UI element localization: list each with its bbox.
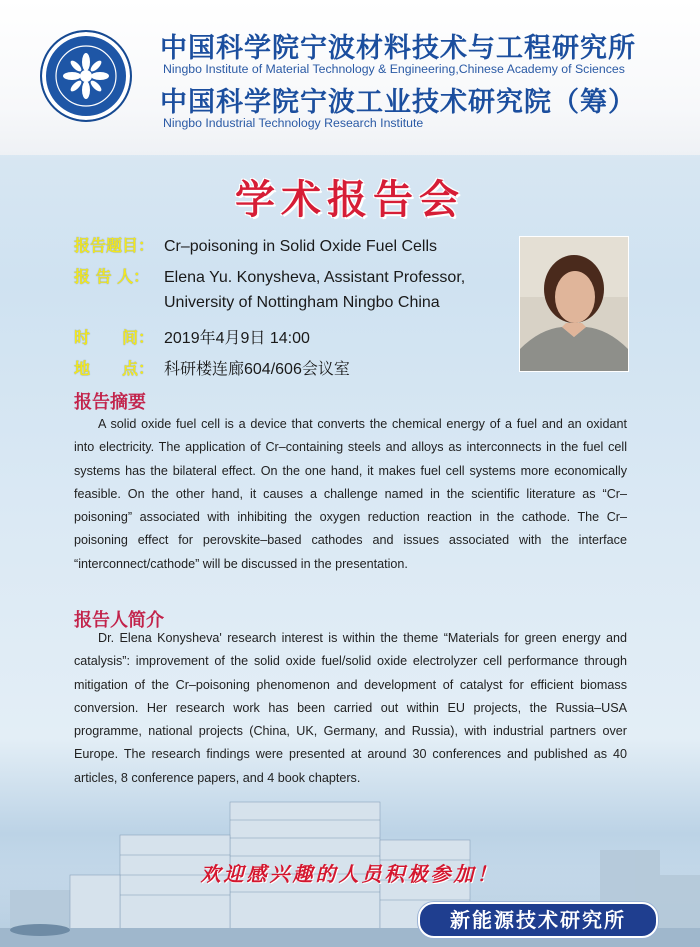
info-topic: [74, 233, 437, 256]
abstract-heading: 报告摘要: [74, 392, 146, 413]
info-place: [74, 356, 350, 379]
speaker-affiliation: University of Nottingham Ningbo China: [164, 294, 440, 311]
speaker-portrait-icon: [519, 236, 629, 372]
place-value: 科研楼连廊604/606会议室: [164, 361, 350, 378]
header-banner: [0, 0, 700, 155]
org-name-cn-secondary: 中国科学院宁波工业技术研究院（筹）: [160, 87, 636, 118]
topic-label: 报告题目：: [74, 236, 155, 255]
bio-text: [74, 627, 627, 790]
place-label: 地 点：: [74, 359, 155, 378]
org-name-cn-primary: 中国科学院宁波材料技术与工程研究所: [160, 33, 636, 64]
info-affiliation: [164, 294, 440, 312]
speaker-value: Elena Yu. Konysheva, Assistant Professor,: [164, 269, 466, 286]
bio-paragraph: Dr. Elena Konysheva' research interest is within the theme “Materials for green energy and catalysis”: improvement of the solid oxide fuel/solid oxide electrolyzer cell performance through mitigation of the Cr–poisoning phenomenon and development of catalyst for efficient biomass conversion. Her research work has been carried out within EU projects, the Russia–USA programme, national projects (China, UK, Germany, and Russia), with industrial partners over Europe. The research findings were presented at around 30 conferences and published as 40 articles, 8 conference papers, and 4 book chapters.: [74, 631, 627, 785]
time-value: 2019年4月9日 14:00: [164, 330, 310, 347]
abstract-text: [74, 413, 627, 576]
info-speaker: [74, 264, 465, 287]
bio-heading: 报告人简介: [74, 610, 164, 631]
page-title: 学术报告会: [235, 176, 465, 223]
org-name-en-secondary: Ningbo Industrial Technology Research Institute: [163, 116, 424, 130]
org-name-en-primary: Ningbo Institute of Material Technology & Engineering,Chinese Academy of Sciences: [163, 62, 625, 76]
time-label: 时 间：: [74, 328, 155, 347]
department-badge: 新能源技术研究所: [418, 902, 658, 938]
cas-logo-icon: [40, 30, 132, 122]
topic-value: Cr–poisoning in Solid Oxide Fuel Cells: [164, 238, 438, 255]
abstract-paragraph: A solid oxide fuel cell is a device that converts the chemical energy of a fuel and an oxidant into electricity. The application of Cr–containing steels and alloys as interconnects in the fuel cell systems has the bilateral effect. On the one hand, it makes fuel cell systems more economically feasible. On the other hand, it causes a challenge named in the scientific literature as “Cr–poisoning” associated with inhibiting the oxygen reduction reaction in the cathode. The Cr– poisoning effect for perovskite–based cathodes and issues associated with the interface “interconnect/cathode” will be discussed in the presentation.: [74, 417, 627, 571]
speaker-label: 报 告 人：: [74, 267, 150, 286]
info-time: [74, 325, 310, 348]
welcome-slogan: 欢迎感兴趣的人员积极参加！: [200, 862, 500, 886]
